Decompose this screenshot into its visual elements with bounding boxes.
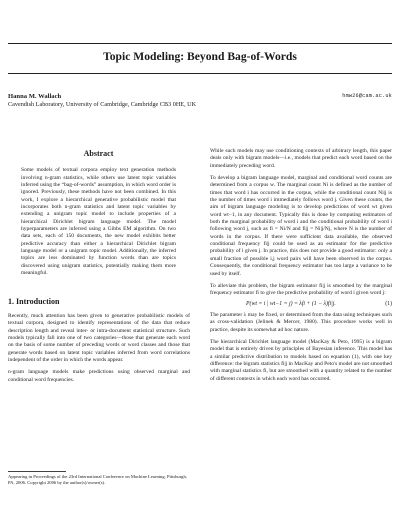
right-paragraph-4: The parameter λ may be fixed, or determined from the data using techniques such as cross-validation (Jelinek & Mercer, 1980). This procedure works well in practice, despite its somewhat ad hoc nature.: [210, 311, 392, 333]
footnote: Appearing in Proceedings of the 23rd International Conference on Machine Learning, Pittsburgh, PA, 2006. Copyright 2006 by the author(s)/owner(s).: [8, 474, 187, 485]
section-heading-introduction: 1. Introduction: [8, 296, 60, 306]
title-rule-top: [8, 43, 392, 44]
author-email: hmw26@cam.ac.uk: [342, 93, 392, 99]
author-name: Hanna M. Wallach: [8, 93, 62, 100]
abstract-heading: Abstract: [83, 149, 114, 158]
left-column: [8, 150, 190, 384]
right-paragraph-1: While such models may use conditioning contexts of arbitrary length, this paper deals only with bigram models—i.e., models that predict each word based on the immediately preceding word.: [210, 148, 392, 169]
intro-paragraph-2: n-gram language models make predictions using observed marginal and conditional word frequencies.: [8, 369, 190, 383]
abstract: [8, 150, 190, 278]
equation-1: [210, 301, 392, 308]
equation-number: (1): [385, 300, 392, 307]
right-column: [210, 148, 392, 383]
paper-title: Topic Modeling: Beyond Bag-of-Words: [103, 50, 297, 63]
intro-paragraph-1: Recently, much attention has been given to generative probabilistic models of textual corpora, designed to identify representations of the data that reduce description length and reveal inter- or intra-document statistical structure. Such models typically fall into one of two categories—those that generate each word on the basis of some number of preceding words or word classes and those that generate words based on latent topic variables inferred from word correlations independent of the order in which the words appear.: [8, 312, 190, 363]
right-paragraph-5: The hierarchical Dirichlet language model (MacKay & Peto, 1995) is a bigram model that is entirely driven by principles of Bayesian inference. This model has a similar predictive distribution to models based on equation (1), with one key difference: the bigram statistics fi|j in MacKay and Peto's model are not smoothed with marginal statistics fi, but are smoothed with a quantity related to the number of different contexts in which each word has occurred.: [210, 338, 392, 382]
right-paragraph-3: To alleviate this problem, the bigram estimator fi|j is smoothed by the marginal frequency estimator fi to give the predictive probability of word i given word j:: [210, 282, 392, 297]
right-paragraph-2: To develop a bigram language model, marginal and conditional word counts are determined from a corpus w. The marginal count Ni is defined as the number of times that word i has occurred in the corpus, while the conditional count Ni|j is the number of times word i immediately follows word j. Given these counts, the aim of bigram language modeling is to develop predictions of word wt given word wt−1, in any document. Typically this is done by computing estimators of both the marginal probability of word i and the conditional probability of word i following word j, such as fi = Ni/N and fi|j = Ni|j/Nj, where N is the number of words in the corpus. If there were sufficient data available, the observed conditional frequency fi|j could be used as an estimator for the predictive probability of i given j. In practice, this does not provide a good estimator: only a small fraction of possible i,j word pairs will have been observed in the corpus. Consequently, the conditional frequency estimator has too large a variance to be used by itself.: [210, 175, 392, 277]
footnote-rule: [8, 471, 66, 472]
author-affiliation: Cavendish Laboratory, University of Cambridge, Cambridge CB3 0HE, UK: [8, 101, 197, 108]
abstract-text: Some models of textual corpora employ text generation methods involving n-gram statistics, while others use latent topic variables inferred using the “bag-of-words” assumption, in which word order is ignored. Previously, these methods have not been combined. In this work, I explore a hierarchical generative probabilistic model that incorporates both n-gram statistics and latent topic variables by extending a unigram topic model to include properties of a hierarchical Dirichlet bigram language model. The model hyperparameters are inferred using a Gibbs EM algorithm. On two data sets, each of 150 documents, the new model exhibits better predictive accuracy than either a hierarchical Dirichlet bigram language model or a unigram topic model. Additionally, the inferred topics are less dominated by function words than are topics discovered using unigram statistics, potentially making them more meaningful.: [21, 167, 176, 277]
equation-body: P(wt = i | wt−1 = j) = λfi + (1 − λ)fi|j.: [246, 300, 336, 307]
title-rule-bottom: [8, 73, 392, 74]
